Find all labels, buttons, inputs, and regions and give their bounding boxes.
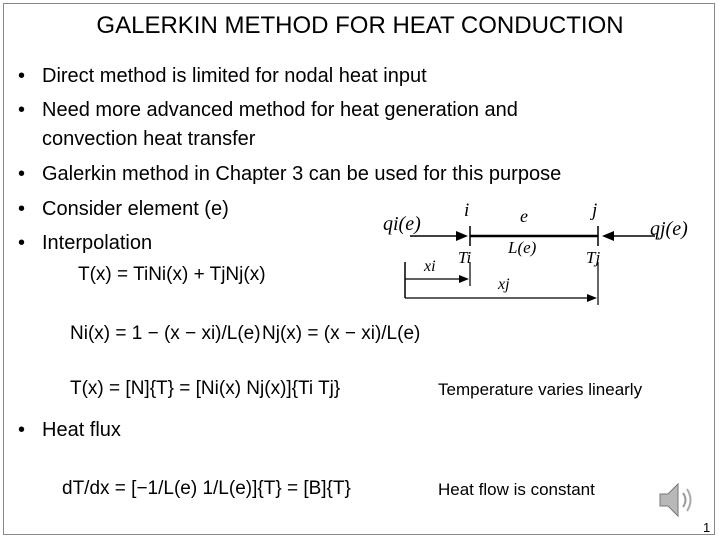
page-number: 1 bbox=[703, 520, 711, 535]
node-i-label: i bbox=[464, 200, 470, 221]
bullet-text: Galerkin method in Chapter 3 can be used for this purpose bbox=[42, 163, 562, 185]
qj-label: qj(e) bbox=[650, 218, 688, 240]
speaker-icon[interactable] bbox=[656, 476, 700, 524]
qi-arrowhead bbox=[456, 231, 468, 241]
bullet-text: Consider element (e) bbox=[42, 198, 229, 220]
xj-label: xj bbox=[498, 276, 510, 293]
equation-matrix-form: T(x) = [N]{T} = [Ni(x) Nj(x)]{Ti Tj} bbox=[70, 378, 341, 399]
page-title: GALERKIN METHOD FOR HEAT CONDUCTION bbox=[96, 12, 624, 39]
bullet-dot: • bbox=[18, 163, 26, 185]
equation-heat-flux: dT/dx = [−1/L(e) 1/L(e)]{T} = [B]{T} bbox=[62, 478, 351, 499]
xi-label: xi bbox=[424, 258, 436, 275]
equation-shape-ni: Ni(x) = 1 − (x − xi)/L(e) bbox=[70, 323, 261, 344]
bullet-text: Heat flux bbox=[42, 419, 121, 441]
caption-linear: Temperature varies linearly bbox=[438, 380, 643, 399]
qj-arrowhead bbox=[602, 231, 614, 241]
bullet-text: Direct method is limited for nodal heat input bbox=[42, 65, 427, 87]
caption-constant: Heat flow is constant bbox=[438, 480, 595, 499]
equation-interpolation: T(x) = TiNi(x) + TjNj(x) bbox=[78, 264, 266, 285]
node-j-label: j bbox=[592, 200, 598, 221]
bullet-dot: • bbox=[18, 419, 26, 441]
qi-label: qi(e) bbox=[383, 213, 421, 235]
element-label: e bbox=[520, 206, 528, 226]
tj-label: Tj bbox=[586, 248, 601, 267]
bullet-text: Interpolation bbox=[42, 232, 153, 254]
xi-arrowhead bbox=[459, 275, 469, 283]
bullet-text: Need more advanced method for heat generation and bbox=[42, 99, 518, 121]
bullet-dot: • bbox=[18, 65, 26, 87]
bullet-dot: • bbox=[18, 232, 26, 254]
bullet-text: convection heat transfer bbox=[42, 128, 256, 150]
xj-arrowhead bbox=[587, 294, 597, 302]
ti-label: Ti bbox=[458, 248, 472, 267]
length-label: L(e) bbox=[508, 238, 537, 257]
bullet-dot: • bbox=[18, 198, 26, 220]
equation-shape-nj: Nj(x) = (x − xi)/L(e) bbox=[262, 323, 421, 344]
bullet-dot: • bbox=[18, 99, 26, 121]
